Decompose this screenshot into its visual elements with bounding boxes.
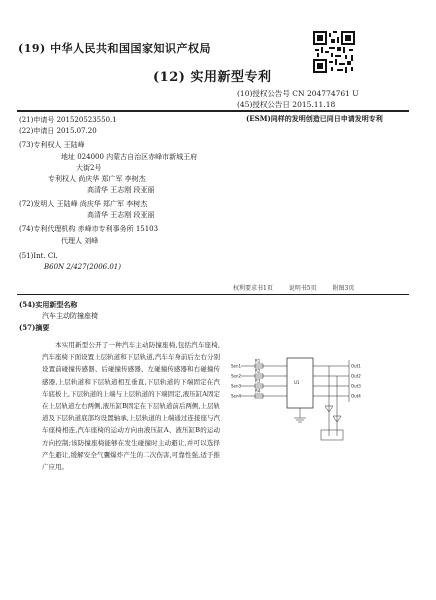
page-counts [233,283,368,292]
abstract-text: 本实用新型公开了一种汽车主动防撞座椅,包括汽车座椅,汽车座椅下面设置上层轨道和下层轨道,汽车车身前后左右分别设置前碰撞传感器、后碰撞传感器、左碰撞传感器和右碰撞传感器,上层轨道和下层轨道相互垂直,下层轨道的下端固定在汽车底板上,下层轨道的上端与上层轨道的下端固定,液压缸A固定在上层轨道左右两侧,液压缸B固定在下层轨道前后两侧,上层轨道及下层轨道底部均设置轴承,上层轨道的上端通过连接座与汽车座椅相连,汽车座椅的运动方向由液压缸A、液压缸B的运动方向控制;该防撞座椅能够在发生碰撞时主动避让,并可以选择产生避让,缓解安全气囊爆炸产生的二次伤害,可靠性强,适于推广应用。 [42,341,220,472]
circuit-diagram [229,346,371,451]
ipc-label: (51)Int. Cl. [19,252,58,260]
pub-date-value: 2015.11.18 [292,100,336,109]
address-line-1: 地址 024000 内蒙古自治区赤峰市新城王府 [61,153,198,161]
address-line-2: 大街2号 [76,164,102,172]
type-code: (12) [153,70,186,85]
pub-number-label: (10)授权公告号 [237,89,290,98]
resistor-label-3: R3 [255,378,261,384]
section-divider [17,294,409,295]
claims-pages: 权利要求书1页 [233,285,273,292]
sensor-label-2: Sen2 [231,373,242,379]
right-outputs [313,360,361,440]
left-inputs [231,359,287,399]
resistor-label-1: R1 [255,358,261,364]
inventors-line-1: (72)发明人 王陆峰 尚庆华 郑广军 李树杰 [19,200,148,208]
patent-agency: (74)专利代理机构 赤峰市专利事务所 15103 [19,225,159,233]
resistor-label-2: R2 [255,368,261,374]
description-pages: 说明书5页 [288,285,317,292]
resistor-label-4: R4 [255,388,261,394]
output-label-2: Out2 [351,373,361,379]
pub-number-value: CN 204774761 U [292,89,359,98]
pub-date-label: (45)授权公告日 [237,100,290,109]
type-name: 实用新型专利 [190,70,272,85]
office-name [18,40,211,56]
controller-chip [287,358,313,422]
application-number: (21)申请号 201520523550.1 [19,116,117,124]
office-text: 中华人民共和国国家知识产权局 [50,42,212,55]
header-divider [17,110,409,112]
output-label-1: Out1 [351,363,361,369]
application-date: (22)申请日 2015.07.20 [19,127,97,135]
title-label: (54)实用新型名称 [19,300,78,309]
esm-note: (ESM)同样的发明创造已同日申请发明专利 [246,114,383,123]
publication-number [237,88,359,99]
ipc-value: B60N 2/427(2006.01) [44,263,121,271]
inventors-line-2: 高清华 王志刚 段亚丽 [87,211,155,219]
co-patentees-line-2: 高清华 王志刚 段亚丽 [87,186,155,194]
patent-type [153,66,271,85]
patentee: (73)专利权人 王陆峰 [19,141,85,149]
sensor-label-4: Sen4 [231,393,242,399]
sensor-label-3: Sen3 [231,383,242,389]
qr-code-icon [313,31,355,73]
co-patentees-line-1: 专利权人 尚庆华 郑广军 李树杰 [48,175,146,183]
sensor-label-1: Sen1 [231,363,242,369]
chip-label: U1 [294,380,300,385]
drawings-pages: 附图3页 [332,285,355,292]
abstract-label: (57)摘要 [19,323,50,332]
utility-model-title: 汽车主动防撞座椅 [42,312,98,320]
output-label-3: Out3 [351,383,361,389]
publication-date [237,99,335,110]
output-label-4: Out4 [351,393,361,399]
patent-agent: 代理人 刘峰 [61,237,99,245]
office-code: (19) [18,42,46,55]
